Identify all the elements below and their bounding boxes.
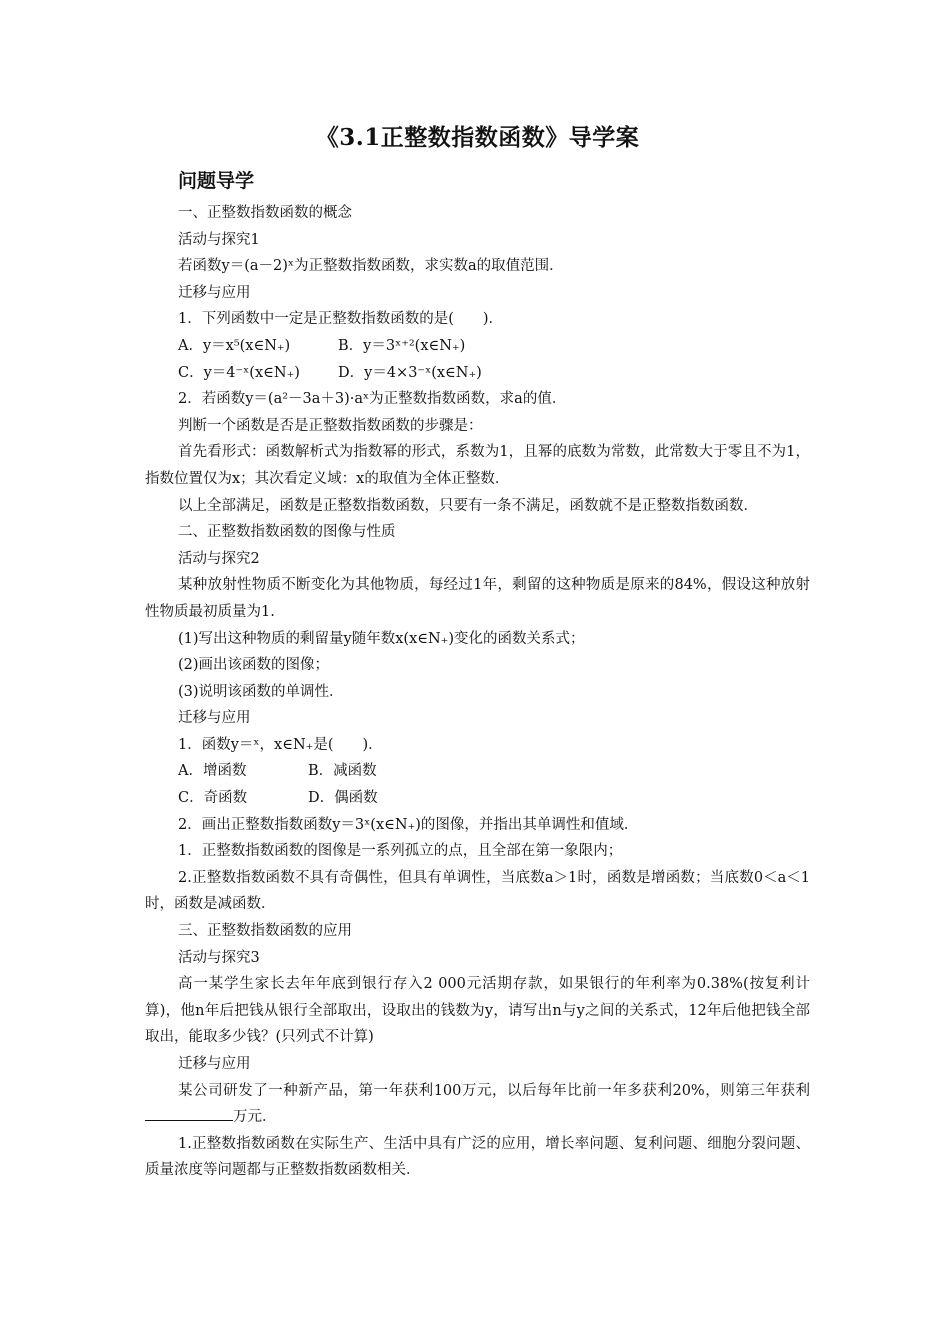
transfer1-heading: 迁移与应用 <box>178 284 251 301</box>
transfer2-heading: 迁移与应用 <box>178 710 251 727</box>
q5-unit: 万元． <box>233 1109 277 1126</box>
answer-blank[interactable] <box>145 1106 233 1121</box>
activity3-heading: 活动与探究3 <box>178 949 260 966</box>
summary3-point1: 1.正整数指数函数在实际生产、生活中具有广泛的应用，增长率问题、复利问题、细胞分裂问题、质量浓度等问题都与正整数指数函数相关． <box>145 1135 810 1179</box>
activity1-heading: 活动与探究1 <box>178 231 260 248</box>
q3-option-b: B．减函数 <box>308 763 377 780</box>
q5-text: 某公司研发了一种新产品，第一年获利100万元，以后每年比前一年多获利20%，则第三年获利 <box>178 1082 810 1099</box>
activity2-sub1: (1)写出这种物质的剩留量y随年数x(x∈N₊)变化的函数关系式； <box>178 630 585 647</box>
activity2-heading: 活动与探究2 <box>178 550 260 567</box>
q3-option-d: D．偶函数 <box>308 790 378 807</box>
method-step1: 首先看形式：函数解析式为指数幂的形式，系数为1，且幂的底数为常数，此常数大于零且不为1，指数位置仅为x；其次看定义域：x的取值为全体正整数． <box>145 444 810 487</box>
q5-stem <box>145 1078 810 1131</box>
q3-options-row1 <box>145 758 810 785</box>
document-page <box>145 118 810 1184</box>
activity3-question: 高一某学生家长去年年底到银行存入2 000元活期存款，如果银行的年利率为0.38%(按复利计算)，他n年后把钱从银行全部取出，设取出的钱数为y，请写出n与y之间的关系式，12年后他把钱全部取出，能取多少钱？(只列式不计算) <box>145 976 810 1046</box>
section-heading: 问题导学 <box>178 170 255 192</box>
q1-option-d: D．y＝4×3⁻ˣ(x∈N₊) <box>338 364 482 381</box>
summary2-point2: 2.正整数指数函数不具有奇偶性，但具有单调性，当底数a＞1时，函数是增函数；当底数0＜a＜1时，函数是减函数． <box>145 869 810 913</box>
activity2-sub2: (2)画出该函数的图像； <box>178 657 330 674</box>
part2-heading: 二、正整数指数函数的图像与性质 <box>178 524 396 541</box>
part1-heading: 一、正整数指数函数的概念 <box>178 205 352 221</box>
q4-stem: 2．画出正整数指数函数y＝3ˣ(x∈N₊)的图像，并指出其单调性和值域． <box>178 816 639 833</box>
page-title: 《3.1正整数指数函数》导学案 <box>315 124 640 151</box>
transfer3-heading: 迁移与应用 <box>178 1056 251 1072</box>
q1-options-row1 <box>145 333 810 360</box>
activity2-question: 某种放射性物质不断变化为其他物质，每经过1年，剩留的这种物质是原来的84%，假设这种放射性物质最初质量为1. <box>145 577 810 620</box>
q3-option-a: A．增函数 <box>178 763 247 780</box>
q1-option-b: B．y＝3ˣ⁺²(x∈N₊) <box>338 337 466 354</box>
q1-option-a: A．y＝x⁵(x∈N₊) <box>178 337 291 354</box>
q2-stem: 2．若函数y＝(a²－3a＋3)·aˣ为正整数指数函数，求a的值． <box>178 391 567 408</box>
q1-option-c: C．y＝4⁻ˣ(x∈N₊) <box>178 364 300 381</box>
part3-heading: 三、正整数指数函数的应用 <box>178 923 352 940</box>
q1-stem: 1．下列函数中一定是正整数指数函数的是( )． <box>178 311 504 328</box>
activity1-question: 若函数y＝(a－2)ˣ为正整数指数函数，求实数a的取值范围． <box>178 258 564 275</box>
q3-options-row2 <box>145 785 810 812</box>
method-step2: 以上全部满足，函数是正整数指数函数，只要有一条不满足，函数就不是正整数指数函数． <box>178 497 758 514</box>
method-heading: 判断一个函数是否是正整数指数函数的步骤是： <box>178 417 483 434</box>
q1-options-row2 <box>145 360 810 387</box>
activity2-sub3: (3)说明该函数的单调性． <box>178 683 344 700</box>
summary2-point1: 1．正整数指数函数的图像是一系列孤立的点，且全部在第一象限内； <box>178 843 623 860</box>
q3-stem: 1．函数y＝ˣ，x∈N₊是( )． <box>178 736 383 753</box>
q3-option-c: C．奇函数 <box>178 790 248 807</box>
